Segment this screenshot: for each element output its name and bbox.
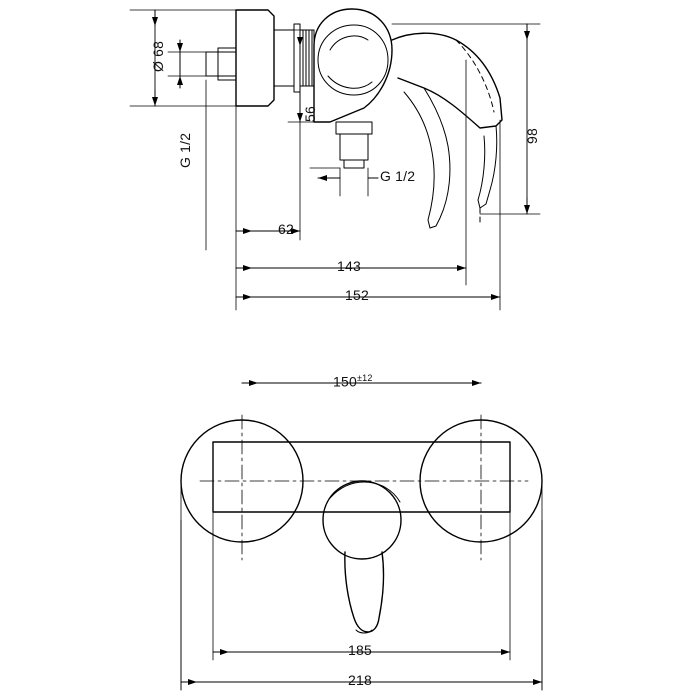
- dimension-label-centres-150: [333, 373, 373, 390]
- centres-150-value: 150: [333, 373, 357, 390]
- centres-150-tolerance: ±12: [356, 373, 373, 383]
- dimension-label-height-98: 98: [524, 128, 540, 144]
- dimension-label-depth-62: 62: [278, 221, 294, 237]
- dimension-label-depth-152: 152: [345, 287, 369, 303]
- dimension-label-thread-bottom: G 1/2: [380, 168, 416, 184]
- dimension-label-height-56: 56: [302, 106, 318, 122]
- front-view-product-outline: [181, 420, 542, 633]
- dimension-label-depth-143: 143: [337, 258, 361, 274]
- side-view-dimension-lines: [155, 10, 527, 297]
- dimension-label-width-185: 185: [348, 642, 372, 658]
- side-view-product-outline: [206, 9, 502, 228]
- dimension-label-width-218: 218: [348, 672, 372, 688]
- front-view-dimension-lines: [181, 383, 542, 682]
- dimension-label-thread-top: G 1/2: [177, 132, 193, 168]
- dimension-label-diameter-68: Ø 68: [150, 40, 166, 72]
